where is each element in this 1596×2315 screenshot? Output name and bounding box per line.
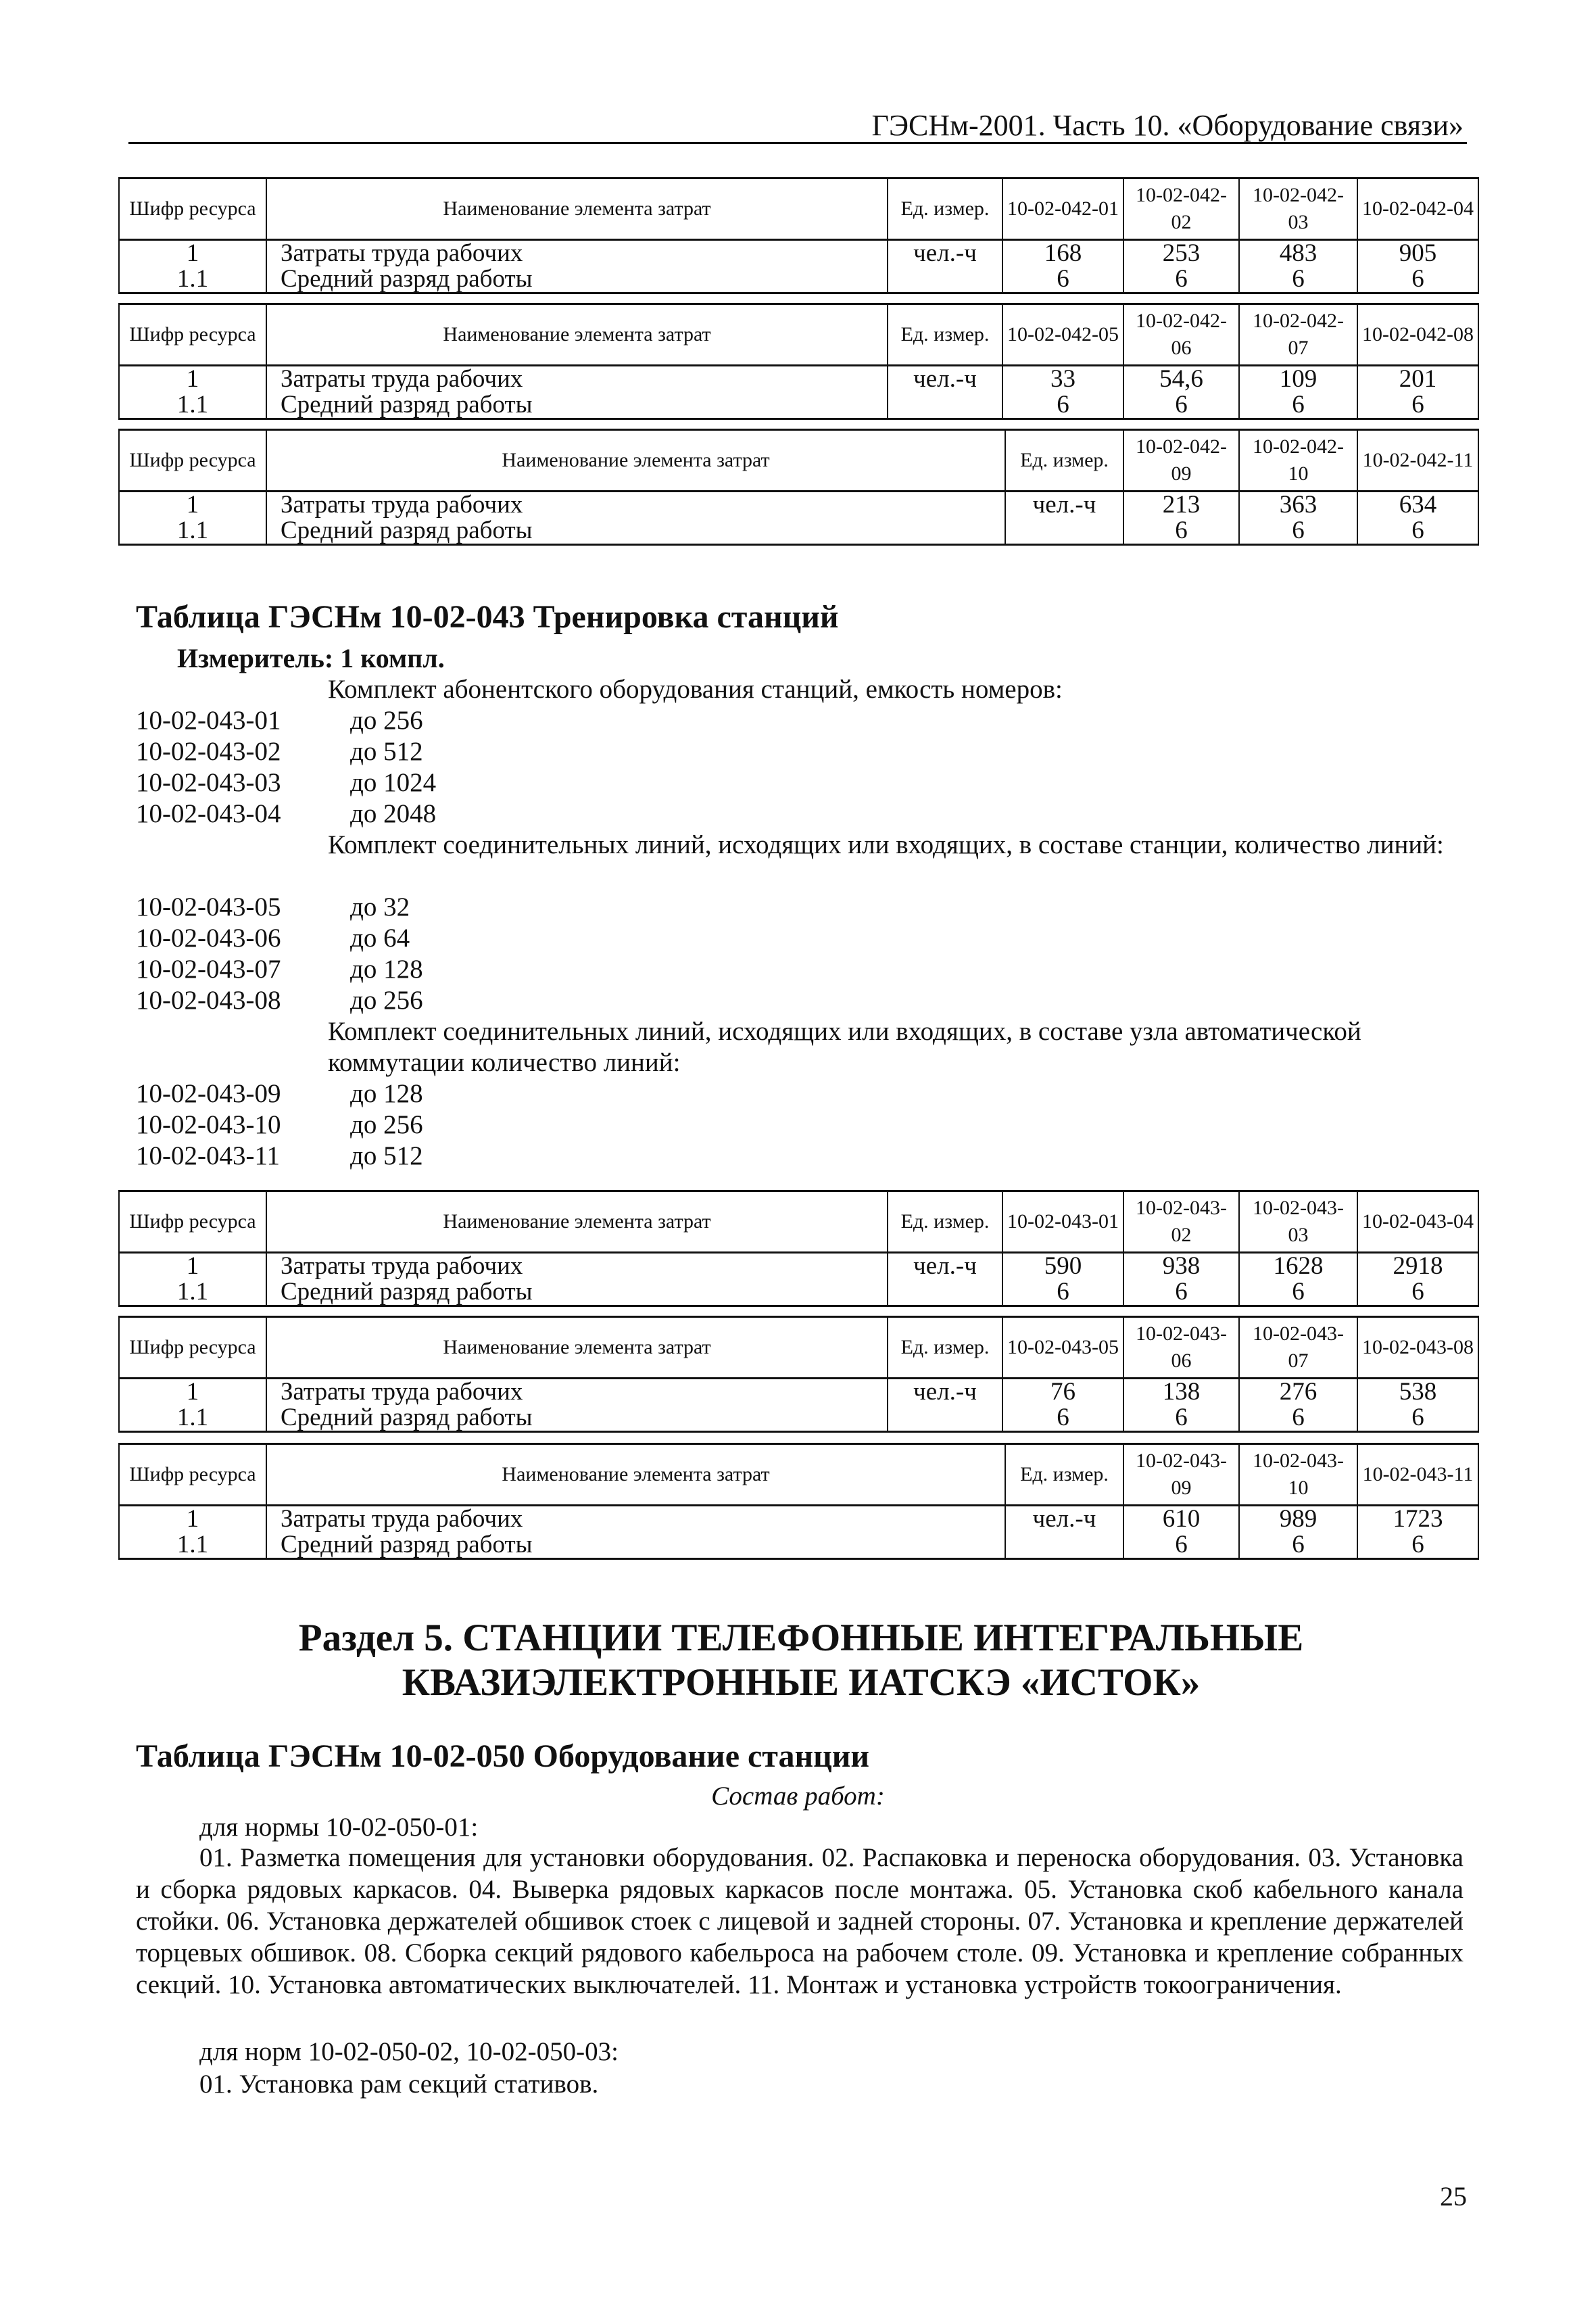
cell-name: Средний разряд работы <box>266 1279 888 1306</box>
page-number: 25 <box>1440 2181 1467 2212</box>
table-row <box>119 1279 1478 1306</box>
header-unit: Ед. измер. <box>888 1191 1002 1253</box>
cell-value: 253 <box>1123 240 1239 267</box>
cell-code: 1.1 <box>119 1532 266 1559</box>
for-norm-label-2: для норм 10-02-050-02, 10-02-050-03: <box>199 2037 619 2066</box>
table-header-row <box>119 1191 1478 1253</box>
cell-value: 6 <box>1123 1279 1239 1306</box>
header-code: Шифр ресурса <box>119 1191 266 1253</box>
cell-code: 1 <box>119 1253 266 1280</box>
cell-value: 6 <box>1357 266 1478 293</box>
cell-value: 1628 <box>1239 1253 1357 1280</box>
header-unit: Ед. измер. <box>1005 1444 1123 1506</box>
cell-unit: чел.-ч <box>888 240 1002 267</box>
table-header-row <box>119 1317 1478 1379</box>
cell-value: 6 <box>1357 1405 1478 1432</box>
norm-table <box>118 303 1479 420</box>
group-heading: Комплект соединительных линий, исходящих или входящих, в составе узла автоматической коммутации количество линий: <box>328 1017 1361 1077</box>
header-unit: Ед. измер. <box>1005 430 1123 492</box>
table-043-measure: Измеритель: 1 компл. <box>177 643 445 673</box>
cell-value: 6 <box>1357 518 1478 545</box>
header-norm-code: 10-02-042-01 <box>1002 178 1123 240</box>
header-code: Шифр ресурса <box>119 1444 266 1506</box>
table-header-row <box>119 178 1478 240</box>
cell-value: 54,6 <box>1123 366 1239 393</box>
norm-code: 10-02-043-09 <box>136 1079 281 1108</box>
cell-value: 6 <box>1002 1405 1123 1432</box>
header-name: Наименование элемента затрат <box>266 178 888 240</box>
cell-value: 610 <box>1123 1506 1239 1533</box>
norm-table <box>118 1190 1479 1307</box>
section-title-line1: Раздел 5. СТАНЦИИ ТЕЛЕФОННЫЕ ИНТЕГРАЛЬНЫЕ <box>298 1617 1304 1659</box>
header-code: Шифр ресурса <box>119 430 266 492</box>
norm-value: до 256 <box>350 1110 423 1139</box>
norm-code: 10-02-043-04 <box>136 799 281 828</box>
cell-value: 590 <box>1002 1253 1123 1280</box>
section-title <box>135 1616 1467 1705</box>
norm-code: 10-02-043-08 <box>136 986 281 1015</box>
header-norm-code: 10-02-043-04 <box>1357 1191 1478 1253</box>
table-row <box>119 392 1478 419</box>
cell-value: 6 <box>1123 392 1239 419</box>
cell-value: 6 <box>1123 1532 1239 1559</box>
cell-code: 1.1 <box>119 1405 266 1432</box>
table-row <box>119 266 1478 293</box>
header-norm-code: 10-02-043-06 <box>1123 1317 1239 1379</box>
cell-value: 6 <box>1239 266 1357 293</box>
header-norm-code: 10-02-043-02 <box>1123 1191 1239 1253</box>
norm-value: до 128 <box>350 955 423 984</box>
header-code: Шифр ресурса <box>119 304 266 366</box>
cell-code: 1.1 <box>119 1279 266 1306</box>
header-norm-code: 10-02-042-03 <box>1239 178 1357 240</box>
cell-value: 168 <box>1002 240 1123 267</box>
table-row <box>119 240 1478 267</box>
cell-value: 6 <box>1357 1532 1478 1559</box>
norm-code: 10-02-043-03 <box>136 768 281 797</box>
cell-value: 76 <box>1002 1379 1123 1406</box>
cell-value: 363 <box>1239 492 1357 519</box>
norm-code: 10-02-043-05 <box>136 892 281 922</box>
table-row <box>119 1379 1478 1406</box>
cell-code: 1.1 <box>119 518 266 545</box>
cell-unit: чел.-ч <box>888 1253 1002 1280</box>
cell-code: 1 <box>119 240 266 267</box>
norm-value: до 256 <box>350 986 423 1015</box>
norm-code: 10-02-043-11 <box>136 1141 281 1170</box>
norm-value: до 32 <box>350 892 410 922</box>
header-norm-code: 10-02-043-07 <box>1239 1317 1357 1379</box>
table-row <box>119 492 1478 519</box>
header-norm-code: 10-02-043-10 <box>1239 1444 1357 1506</box>
cell-value: 6 <box>1239 1532 1357 1559</box>
cell-unit <box>888 266 1002 293</box>
cell-value: 6 <box>1123 266 1239 293</box>
norm-value: до 1024 <box>350 768 437 797</box>
cell-value: 6 <box>1357 1279 1478 1306</box>
cell-value: 6 <box>1239 518 1357 545</box>
cell-unit <box>888 392 1002 419</box>
table-header-row <box>119 430 1478 492</box>
cell-value: 109 <box>1239 366 1357 393</box>
table-050-title: Таблица ГЭСНм 10-02-050 Оборудование станции <box>136 1738 870 1774</box>
table-row <box>119 1532 1478 1559</box>
table-row <box>119 1506 1478 1533</box>
cell-unit: чел.-ч <box>888 1379 1002 1406</box>
cell-name: Затраты труда рабочих <box>266 366 888 393</box>
cell-name: Средний разряд работы <box>266 392 888 419</box>
cell-name: Средний разряд работы <box>266 518 1005 545</box>
header-name: Наименование элемента затрат <box>266 304 888 366</box>
norm-value: до 256 <box>350 706 423 735</box>
cell-unit <box>888 1279 1002 1306</box>
for-norm-label-1: для нормы 10-02-050-01: <box>199 1813 479 1842</box>
norm-table <box>118 177 1479 294</box>
cell-name: Средний разряд работы <box>266 266 888 293</box>
norm-code: 10-02-043-06 <box>136 924 281 953</box>
norm-value: до 128 <box>350 1079 423 1108</box>
cell-name: Средний разряд работы <box>266 1405 888 1432</box>
header-code: Шифр ресурса <box>119 1317 266 1379</box>
header-unit: Ед. измер. <box>888 178 1002 240</box>
cell-value: 538 <box>1357 1379 1478 1406</box>
cell-value: 33 <box>1002 366 1123 393</box>
norm-value: до 64 <box>350 924 410 953</box>
table-row <box>119 366 1478 393</box>
running-head: ГЭСНм-2001. Часть 10. «Оборудование связи» <box>871 109 1464 142</box>
cell-code: 1 <box>119 1506 266 1533</box>
header-name: Наименование элемента затрат <box>266 1191 888 1253</box>
works-paragraph-1: 01. Разметка помещения для установки оборудования. 02. Распаковка и переноска оборудования. 03. Установка и сборка рядовых каркасов. 04. Выверка рядовых каркасов после монтажа. 05. Установка скоб кабельного канала стойки. 06. Установка держателей обшивок стоек с лицевой и задней стороны. 07. Установка и крепление держателей торцевых обшивок. 08. Сборка секций рядового кабельроса на рабочем столе. 09. Установка и крепление собранных секций. 10. Установка автоматических выключателей. 11. Монтаж и установка устройств токоограничения. <box>136 1843 1464 1999</box>
table-row <box>119 518 1478 545</box>
cell-value: 201 <box>1357 366 1478 393</box>
cell-name: Затраты труда рабочих <box>266 240 888 267</box>
cell-unit <box>888 1405 1002 1432</box>
header-norm-code: 10-02-043-11 <box>1357 1444 1478 1506</box>
header-name: Наименование элемента затрат <box>266 1444 1005 1506</box>
table-header-row <box>119 304 1478 366</box>
header-unit: Ед. измер. <box>888 1317 1002 1379</box>
header-norm-code: 10-02-042-06 <box>1123 304 1239 366</box>
cell-code: 1.1 <box>119 392 266 419</box>
header-norm-code: 10-02-043-05 <box>1002 1317 1123 1379</box>
cell-code: 1.1 <box>119 266 266 293</box>
cell-unit: чел.-ч <box>1005 1506 1123 1533</box>
header-norm-code: 10-02-042-02 <box>1123 178 1239 240</box>
header-norm-code: 10-02-042-08 <box>1357 304 1478 366</box>
cell-unit <box>1005 1532 1123 1559</box>
header-norm-code: 10-02-042-05 <box>1002 304 1123 366</box>
cell-value: 138 <box>1123 1379 1239 1406</box>
cell-value: 905 <box>1357 240 1478 267</box>
cell-value: 6 <box>1123 518 1239 545</box>
header-norm-code: 10-02-043-08 <box>1357 1317 1478 1379</box>
cell-value: 2918 <box>1357 1253 1478 1280</box>
works-paragraph-2: 01. Установка рам секций стативов. <box>199 2070 599 2099</box>
header-norm-code: 10-02-043-03 <box>1239 1191 1357 1253</box>
header-norm-code: 10-02-042-10 <box>1239 430 1357 492</box>
norm-code: 10-02-043-10 <box>136 1110 281 1139</box>
norm-value: до 2048 <box>350 799 437 828</box>
table-043-title: Таблица ГЭСНм 10-02-043 Тренировка станций <box>136 599 839 635</box>
cell-value: 938 <box>1123 1253 1239 1280</box>
header-name: Наименование элемента затрат <box>266 1317 888 1379</box>
cell-code: 1 <box>119 366 266 393</box>
header-norm-code: 10-02-042-07 <box>1239 304 1357 366</box>
header-norm-code: 10-02-043-01 <box>1002 1191 1123 1253</box>
norm-code: 10-02-043-07 <box>136 955 281 984</box>
cell-value: 6 <box>1239 1279 1357 1306</box>
cell-name: Затраты труда рабочих <box>266 1506 1005 1533</box>
section-title-line2: КВАЗИЭЛЕКТРОННЫЕ ИАТСКЭ «ИСТОК» <box>402 1661 1201 1704</box>
norm-table <box>118 429 1479 546</box>
cell-value: 6 <box>1002 1279 1123 1306</box>
group-heading: Комплект абонентского оборудования станций, емкость номеров: <box>328 675 1063 704</box>
cell-name: Средний разряд работы <box>266 1532 1005 1559</box>
cell-name: Затраты труда рабочих <box>266 492 1005 519</box>
cell-value: 213 <box>1123 492 1239 519</box>
table-row <box>119 1253 1478 1280</box>
table-header-row <box>119 1444 1478 1506</box>
cell-unit <box>1005 518 1123 545</box>
cell-unit: чел.-ч <box>888 366 1002 393</box>
header-norm-code: 10-02-042-04 <box>1357 178 1478 240</box>
norm-table <box>118 1443 1479 1560</box>
header-unit: Ед. измер. <box>888 304 1002 366</box>
norm-code: 10-02-043-01 <box>136 706 281 735</box>
header-norm-code: 10-02-042-11 <box>1357 430 1478 492</box>
cell-code: 1 <box>119 492 266 519</box>
cell-value: 634 <box>1357 492 1478 519</box>
norm-value: до 512 <box>350 1141 423 1170</box>
cell-value: 6 <box>1239 1405 1357 1432</box>
norm-table <box>118 1316 1479 1433</box>
cell-code: 1 <box>119 1379 266 1406</box>
cell-value: 276 <box>1239 1379 1357 1406</box>
cell-value: 6 <box>1123 1405 1239 1432</box>
cell-value: 6 <box>1002 266 1123 293</box>
header-code: Шифр ресурса <box>119 178 266 240</box>
cell-name: Затраты труда рабочих <box>266 1253 888 1280</box>
header-norm-code: 10-02-043-09 <box>1123 1444 1239 1506</box>
cell-value: 1723 <box>1357 1506 1478 1533</box>
norm-code: 10-02-043-02 <box>136 737 281 766</box>
cell-value: 6 <box>1357 392 1478 419</box>
header-name: Наименование элемента затрат <box>266 430 1005 492</box>
cell-name: Затраты труда рабочих <box>266 1379 888 1406</box>
header-divider <box>128 142 1467 144</box>
norm-value: до 512 <box>350 737 423 766</box>
cell-value: 6 <box>1239 392 1357 419</box>
cell-value: 6 <box>1002 392 1123 419</box>
cell-value: 483 <box>1239 240 1357 267</box>
group-heading: Комплект соединительных линий, исходящих или входящих, в составе станции, количество линий: <box>328 830 1444 859</box>
works-heading: Состав работ: <box>711 1782 885 1811</box>
table-row <box>119 1405 1478 1432</box>
header-norm-code: 10-02-042-09 <box>1123 430 1239 492</box>
cell-unit: чел.-ч <box>1005 492 1123 519</box>
cell-value: 989 <box>1239 1506 1357 1533</box>
